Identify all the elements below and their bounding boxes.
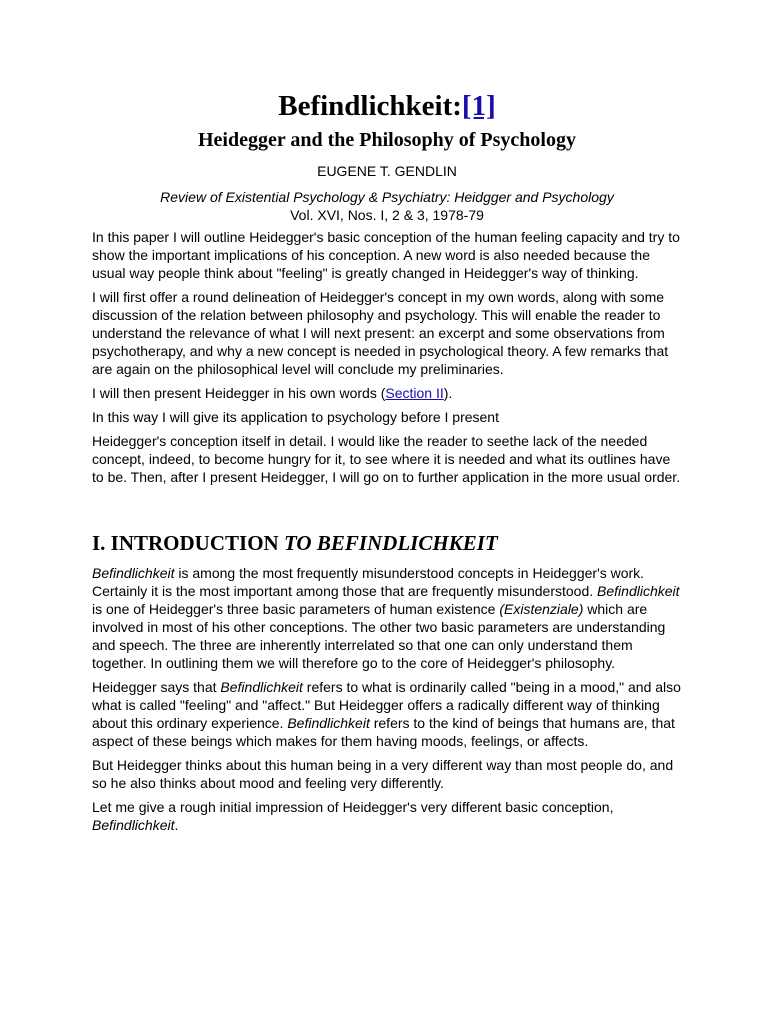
document-page [92,88,682,834]
p3-text-before: I will then present Heidegger in his own words ( [92,385,386,401]
section-heading-main: I. INTRODUCTION [92,531,284,555]
journal-volume: Vol. XVI, Nos. I, 2 & 3, 1978-79 [290,207,484,223]
text-run: is among the most frequently misunderstood concepts in Heidegger's work. Certainly it is the most important among those that are frequently misunderstood. [92,565,645,599]
term-befindlichkeit: Befindlichkeit [220,679,303,695]
term-befindlichkeit: Befindlichkeit [92,565,175,581]
text-run: which are involved in most of his other conceptions. The other two basic parameters are understanding and speech. The three are inherently interrelated so that one can only understand them together. In outlining them we will therefore go to the core of Heidegger's philosophy. [92,601,666,671]
page-title [92,88,682,124]
title-text: Befindlichkeit: [278,90,462,122]
text-run: refers to the kind of beings that humans are, that aspect of these beings which makes for them having moods, feelings, or affects. [92,715,675,749]
journal-title: Review of Existential Psychology & Psychiatry: Heidgger and Psychology [160,189,614,205]
intro-paragraph-1: In this paper I will outline Heidegger's basic conception of the human feeling capacity and try to show the important implications of his conception. A new word is also needed because the usual way people think about "feeling" is greatly changed in Heidegger's way of thinking. [92,229,680,281]
text-run: Let me give a rough initial impression of Heidegger's very different basic conception, [92,799,614,815]
intro-paragraph-5: Heidegger's conception itself in detail. I would like the reader to seethe lack of the needed concept, indeed, to become hungry for it, to see where it is needed and what its outlines have to be. Then, after I present Heidegger, I will go on to further application in the more usual order. [92,433,681,485]
section-paragraph-2 [92,678,682,750]
intro-paragraph-3 [92,384,682,402]
term-befindlichkeit: Befindlichkeit [92,817,175,833]
intro-paragraph-2: I will first offer a round delineation of Heidegger's concept in my own words, along with some discussion of the relation between philosophy and psychology. This will enable the reader to understand the relevance of what I will next present: an excerpt and some observations from psychotherapy, and why a new concept is needed in psychological theory. A few remarks that are again on the philosophical level will conclude my preliminaries. [92,289,669,377]
term-befindlichkeit: Befindlichkeit [287,715,370,731]
text-run: Heidegger says that [92,679,221,695]
section-heading-italic: TO BEFINDLICHKEIT [283,531,498,555]
intro-paragraph-4: In this way I will give its application to psychology before I present [92,409,499,425]
section-heading [92,530,682,556]
journal-citation [92,188,682,224]
author-name: EUGENE T. GENDLIN [317,163,457,179]
text-run: is one of Heidegger's three basic parameters of human existence [92,601,500,617]
section-ii-link[interactable]: Section II [385,385,444,401]
text-run: refers to what is ordinarily called "being in a mood," and also what is called "feeling" and "affect." But Heidegger offers a radically different way of thinking about this ordinary experience. [92,679,681,731]
term-befindlichkeit: Befindlichkeit [597,583,680,599]
section-paragraph-1 [92,564,682,672]
p3-text-after: ). [443,385,453,401]
section-paragraph-3: But Heidegger thinks about this human being in a very different way than most people do, and so he also thinks about mood and feeling very differently. [92,757,674,791]
footnote-link[interactable]: [1] [461,90,496,122]
section-paragraph-4 [92,798,682,834]
text-run: . [174,817,179,833]
term-existenziale: (Existenziale) [499,601,584,617]
page-subtitle: Heidegger and the Philosophy of Psychology [198,129,576,151]
